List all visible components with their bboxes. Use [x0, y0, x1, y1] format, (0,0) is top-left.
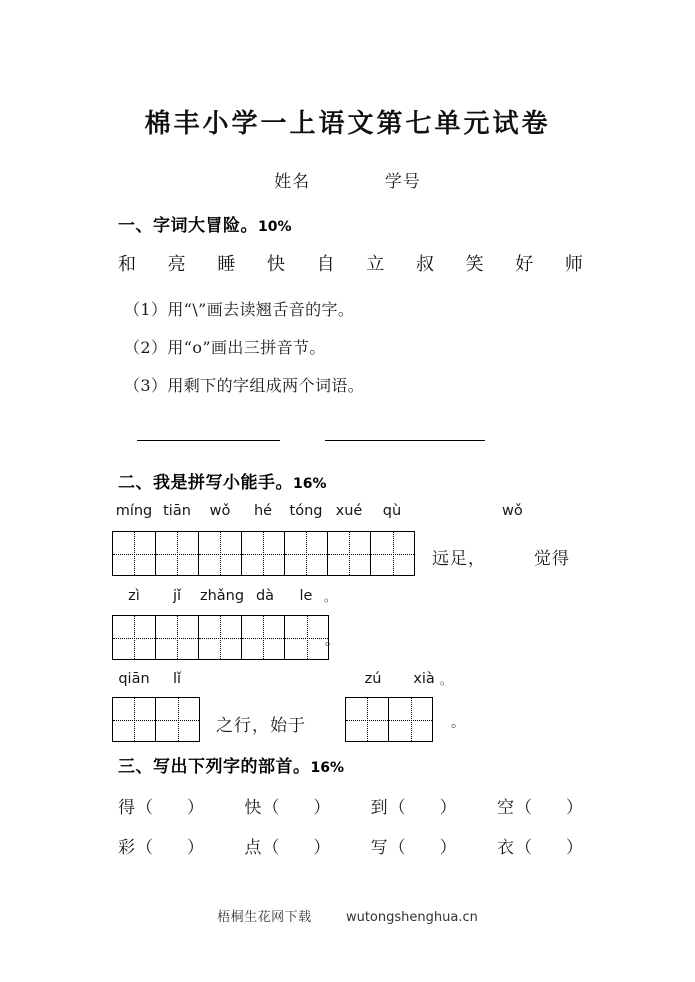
- writing-grid-cell[interactable]: [285, 532, 328, 575]
- writing-grid-row-1[interactable]: [112, 531, 415, 576]
- pinyin-syllable: dà: [255, 588, 275, 604]
- sentence-text-after-grid-3: 。: [451, 715, 466, 731]
- pinyin-syllable: zì: [128, 588, 140, 604]
- paren-close: ）: [313, 798, 331, 818]
- section-points-2: 16%: [293, 476, 327, 492]
- pinyin-row-2: [112, 588, 412, 608]
- section-heading-1: [118, 211, 292, 236]
- character-item: 师: [564, 254, 583, 275]
- pinyin-row-3: [112, 671, 552, 691]
- writing-grid-cell[interactable]: [113, 532, 156, 575]
- writing-grid-cell[interactable]: [156, 616, 199, 659]
- instruction-item-1: （1）用“\”画去读翘舌音的字。: [124, 300, 355, 319]
- paren-open: （: [514, 838, 532, 858]
- student-number-label: 学号: [384, 172, 421, 192]
- writing-grid-row-3-right[interactable]: [345, 697, 433, 742]
- paren-open: （: [262, 838, 280, 858]
- paren-open: （: [136, 798, 153, 818]
- radical-char: 衣: [496, 838, 514, 858]
- radical-char: 写: [370, 838, 388, 858]
- page-title: 棉丰小学一上语文第七单元试卷: [144, 109, 551, 139]
- pinyin-syllable: jǐ: [172, 588, 182, 604]
- radical-item[interactable]: [118, 833, 204, 858]
- paren-close: ）: [439, 838, 457, 858]
- radical-item[interactable]: [371, 833, 457, 858]
- character-item: 睡: [217, 254, 236, 275]
- pinyin-syllable: xué: [335, 503, 363, 519]
- writing-grid-cell[interactable]: [371, 532, 414, 575]
- radical-char: 快: [244, 798, 262, 818]
- character-item: 立: [366, 254, 385, 275]
- sentence-text-after-grid-1: 远足，: [432, 549, 486, 569]
- character-item: 笑: [465, 254, 484, 275]
- radical-char: 得: [118, 798, 135, 818]
- pinyin-syllable: zú: [364, 671, 382, 687]
- paren-close: ）: [187, 838, 204, 858]
- name-label: 姓名: [274, 172, 311, 192]
- section-points-3: 16%: [310, 760, 345, 776]
- writing-grid-cell[interactable]: [113, 616, 156, 659]
- radical-row-1: [118, 793, 583, 818]
- radical-item[interactable]: [497, 833, 583, 858]
- sentence-text-between-grids: 之行，始于: [216, 716, 306, 736]
- radical-char: 空: [496, 798, 514, 818]
- instruction-item-3: （3）用剩下的字组成两个词语。: [124, 376, 365, 395]
- instruction-item-2: （2）用“o”画出三拼音节。: [124, 338, 326, 357]
- section-heading-3-text: 三、写出下列字的部首。: [118, 757, 311, 777]
- footer-site-url: wutongshenghua.cn: [345, 910, 478, 925]
- paren-close: ）: [565, 838, 583, 858]
- paren-open: （: [388, 798, 406, 818]
- character-item: 亮: [167, 254, 186, 275]
- writing-grid-cell[interactable]: [156, 698, 199, 741]
- pinyin-syllable: tiān: [163, 503, 191, 519]
- writing-grid-cell[interactable]: [346, 698, 389, 741]
- pinyin-row-1: [112, 503, 582, 523]
- pinyin-syllable: hé: [253, 503, 273, 519]
- pinyin-row-3-punctuation: 。: [440, 673, 453, 687]
- character-item: 和: [118, 254, 136, 275]
- character-item: 叔: [415, 254, 434, 275]
- writing-grid-cell[interactable]: [113, 698, 156, 741]
- writing-grid-cell[interactable]: [199, 616, 242, 659]
- radical-char: 点: [244, 838, 262, 858]
- pinyin-row-2-punctuation: 。: [324, 590, 337, 604]
- writing-grid-cell[interactable]: [156, 532, 199, 575]
- character-item: 好: [515, 254, 534, 275]
- writing-grid-cell[interactable]: [199, 532, 242, 575]
- radical-item[interactable]: [118, 793, 204, 818]
- paren-close: ）: [439, 798, 457, 818]
- radical-item[interactable]: [244, 833, 330, 858]
- paren-open: （: [514, 798, 532, 818]
- answer-blank-line[interactable]: [325, 440, 485, 441]
- section-heading-2-text: 二、我是拼写小能手。: [118, 473, 293, 493]
- section-heading-3: [118, 752, 344, 777]
- radical-item[interactable]: [244, 793, 330, 818]
- section-heading-2: [118, 468, 327, 493]
- paren-close: ）: [313, 838, 331, 858]
- pinyin-syllable: xià: [413, 671, 435, 687]
- character-list-section-1: [118, 250, 583, 276]
- sentence-text-after-grid-2: 。: [325, 633, 340, 649]
- pinyin-syllable: qiān: [118, 671, 150, 687]
- writing-grid-row-3-left[interactable]: [112, 697, 200, 742]
- student-identification-row: [0, 167, 695, 192]
- pinyin-syllable: wǒ: [209, 503, 231, 519]
- pinyin-syllable: le: [299, 588, 313, 604]
- pinyin-syllable-trailing: wǒ: [502, 503, 523, 519]
- writing-grid-cell[interactable]: [242, 532, 285, 575]
- radical-item[interactable]: [371, 793, 457, 818]
- character-item: 快: [266, 254, 285, 275]
- pinyin-syllable: lǐ: [172, 671, 182, 687]
- radical-item[interactable]: [497, 793, 583, 818]
- paren-open: （: [262, 798, 280, 818]
- writing-grid-cell[interactable]: [242, 616, 285, 659]
- writing-grid-row-2[interactable]: [112, 615, 329, 660]
- footer-site-name: 梧桐生花网下载: [217, 910, 312, 925]
- section-points-1: 10%: [258, 219, 292, 235]
- section-heading-1-text: 一、字词大冒险。: [118, 216, 258, 236]
- pinyin-syllable: qù: [382, 503, 402, 519]
- character-item: 自: [316, 254, 335, 275]
- sentence-text-after-grid-1b: 觉得: [534, 549, 570, 569]
- pinyin-syllable: tóng: [289, 503, 323, 519]
- paren-open: （: [136, 838, 153, 858]
- radical-row-2: [118, 833, 583, 858]
- paren-close: ）: [187, 798, 204, 818]
- writing-grid-cell[interactable]: [328, 532, 371, 575]
- pinyin-syllable: míng: [115, 503, 153, 519]
- radical-char: 彩: [118, 838, 135, 858]
- writing-grid-cell[interactable]: [389, 698, 432, 741]
- answer-blank-line[interactable]: [137, 440, 280, 441]
- paren-open: （: [388, 838, 406, 858]
- writing-grid-cell[interactable]: [285, 616, 328, 659]
- pinyin-syllable: zhǎng: [199, 588, 245, 604]
- radical-char: 到: [370, 798, 388, 818]
- paren-close: ）: [565, 798, 583, 818]
- footer: [0, 906, 695, 925]
